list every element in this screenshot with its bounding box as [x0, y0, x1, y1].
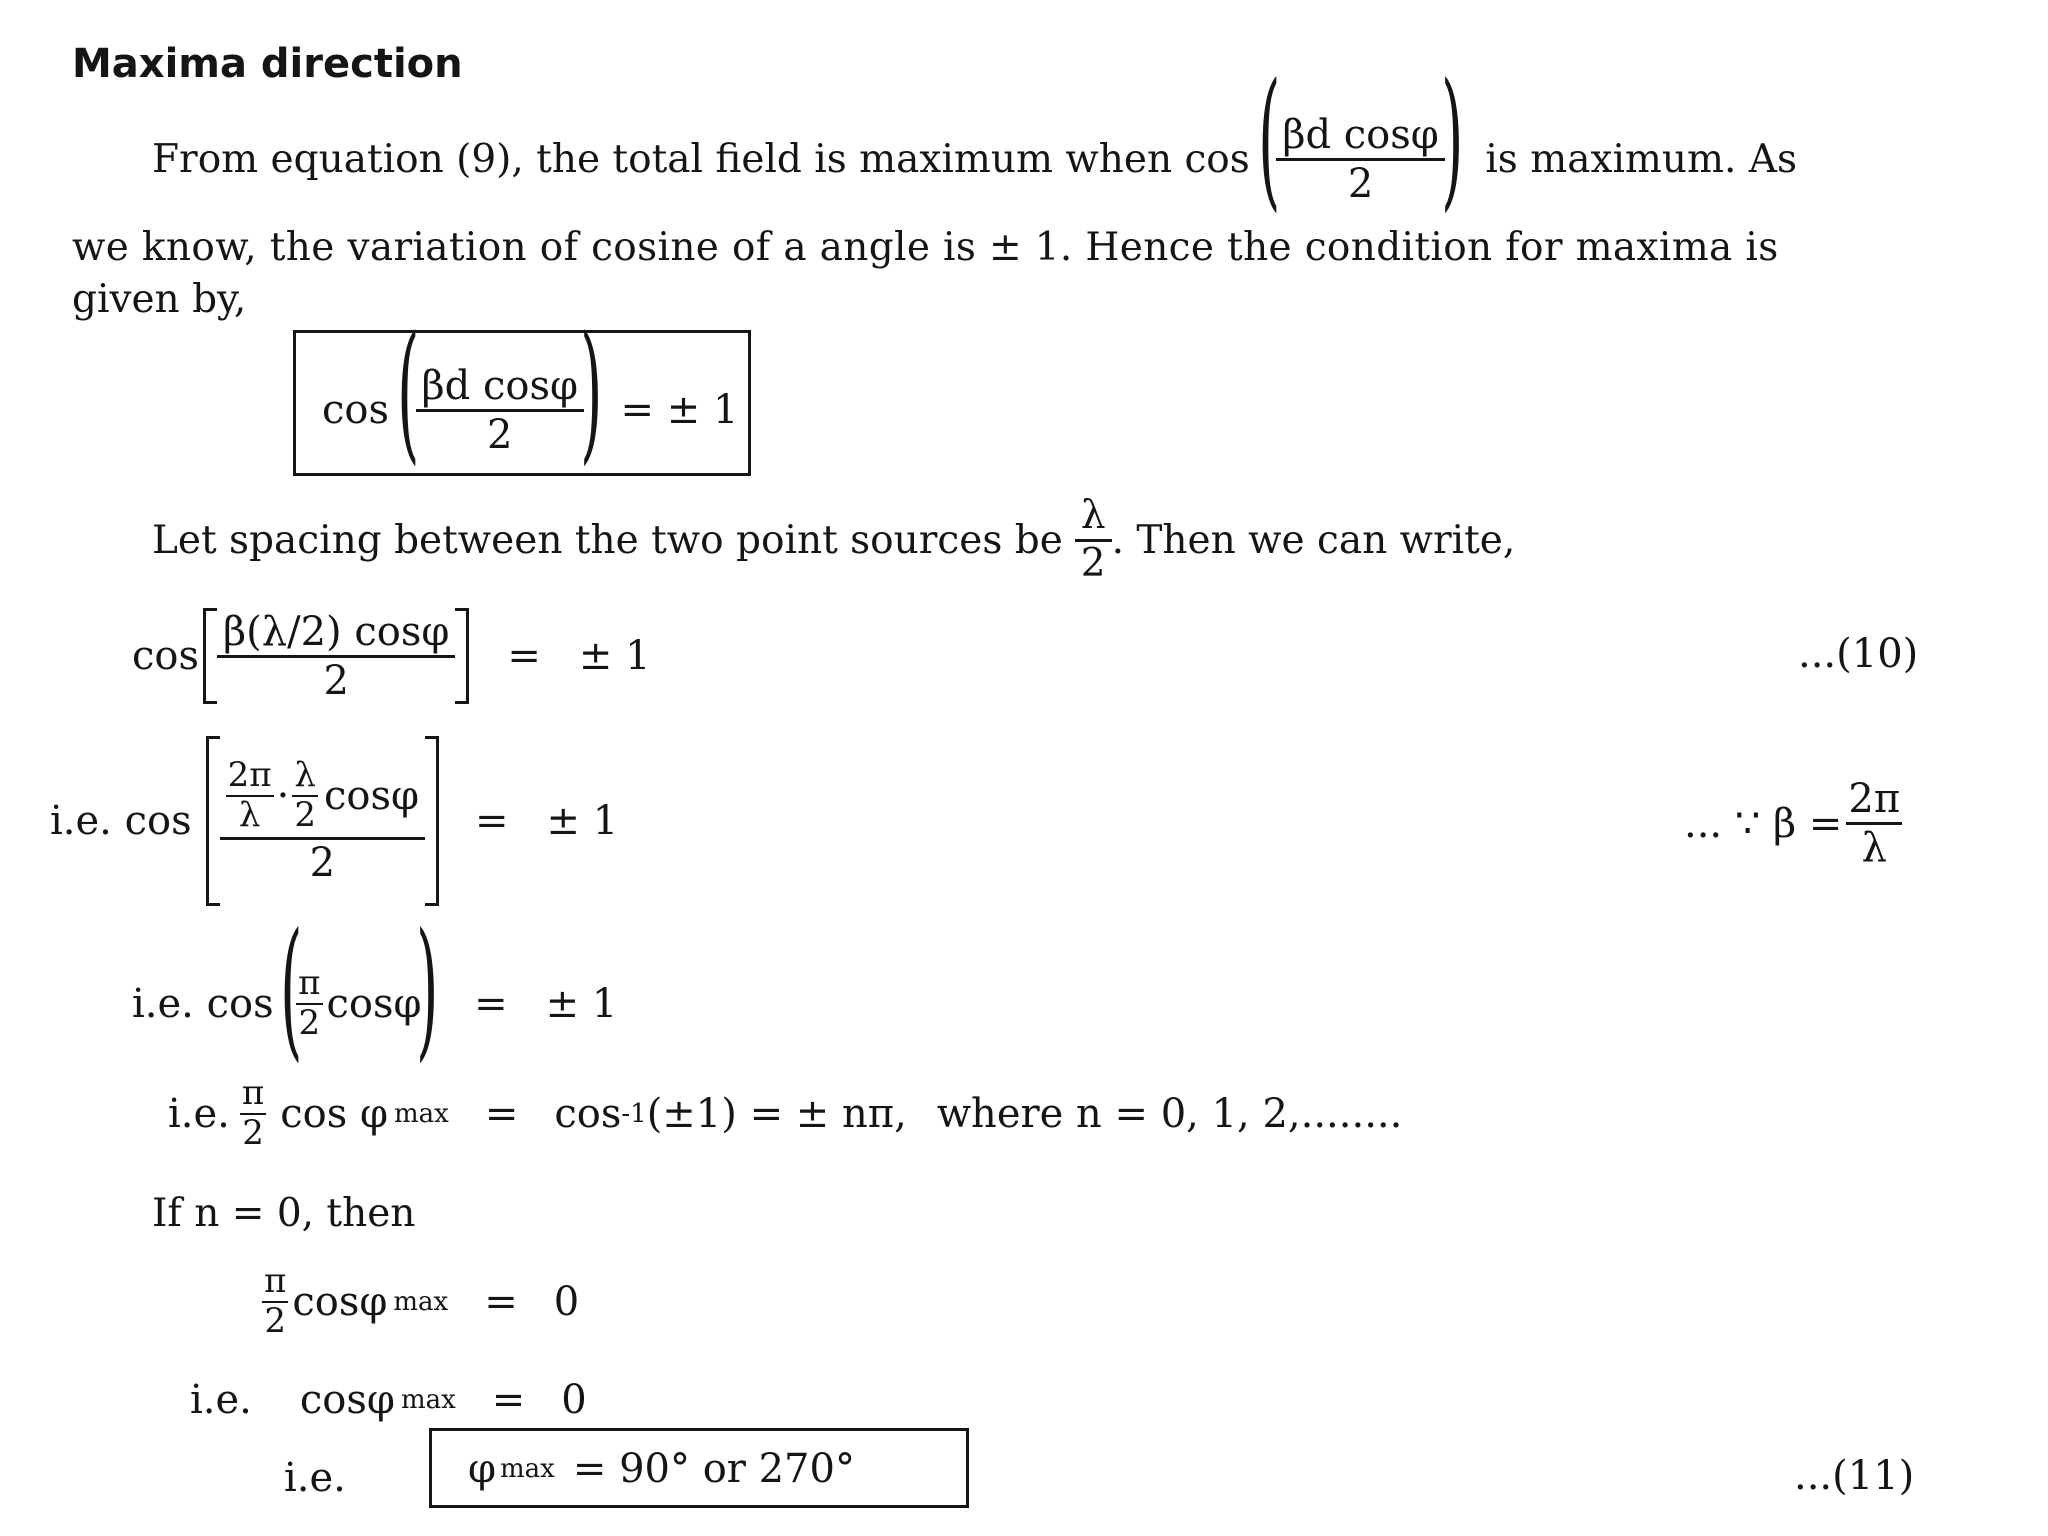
- boxed-condition: [293, 305, 751, 479]
- max-subscript: max: [394, 1098, 449, 1129]
- result-rhs: = 90° or 270°: [572, 1446, 855, 1492]
- equation-11-tag: ...(11): [1794, 1453, 1915, 1499]
- cos-label: cos: [132, 633, 200, 679]
- paragraph-given-by: given by,: [72, 277, 247, 322]
- pi-over-two: $\frac{\pi}{2}$: [264, 1261, 287, 1341]
- fraction-denominator: 2: [487, 411, 513, 458]
- max-subscript: max: [400, 1385, 456, 1415]
- left-bracket: [203, 608, 217, 704]
- phi-symbol: φ: [468, 1446, 497, 1492]
- equation-cos-zero: [190, 1377, 587, 1423]
- note-fraction: [1846, 778, 1902, 869]
- cos-label: cos: [322, 387, 390, 433]
- dot-operator: ·: [276, 772, 290, 819]
- cos-phi: cosφ: [299, 1377, 395, 1423]
- intro-fraction: [1276, 111, 1444, 207]
- prefix-text: i.e.: [190, 1377, 252, 1423]
- equals-sign: =: [475, 798, 509, 844]
- left-paren: (: [397, 305, 420, 479]
- lambda-over-two: $\frac{\lambda}{2}$: [294, 754, 316, 835]
- left-paren: (: [279, 902, 303, 1076]
- intro-text-end: is maximum. As: [1485, 136, 1797, 182]
- fraction-denominator: λ: [1861, 825, 1887, 871]
- condition-fraction: [416, 362, 584, 458]
- equation-rhs: ± 1: [578, 633, 651, 679]
- pi-over-two: $\frac{\pi}{2}$: [241, 1073, 265, 1153]
- fraction-denominator: 2: [1347, 160, 1374, 207]
- eq10-fraction: [217, 608, 455, 704]
- paragraph-spacing: [152, 493, 1516, 586]
- fraction-numerator: βd cosφ: [1276, 114, 1444, 161]
- equals-sign: =: [507, 633, 541, 679]
- right-bracket: [455, 608, 469, 704]
- condition-rhs: = ± 1: [620, 387, 739, 433]
- equation-phi-max: [168, 1073, 1403, 1153]
- lambda-half-fraction: [1075, 493, 1112, 586]
- inverse-superscript: -1: [621, 1098, 647, 1129]
- prefix-text: i.e.: [168, 1090, 230, 1137]
- equation-10-tag: ...(10): [1798, 631, 1919, 677]
- cos-phi: cosφ: [323, 772, 419, 819]
- intro-text: From equation (9), the total field is maximum when cos: [152, 136, 1250, 182]
- pi-over-two: $\frac{\pi}{2}$: [298, 963, 321, 1043]
- beta-definition-note: [1684, 778, 1902, 869]
- compound-fraction: [220, 754, 425, 887]
- equation-rhs: 0: [553, 1278, 580, 1325]
- equation-beta-substitution: [50, 736, 618, 906]
- right-paren: ): [1440, 52, 1464, 226]
- final-prefix: i.e.: [284, 1455, 346, 1501]
- equation-rhs: (±1) = ± nπ,: [646, 1090, 907, 1137]
- equation-rhs: 0: [561, 1377, 587, 1423]
- spacing-text: Let spacing between the two point sources be: [152, 517, 1063, 563]
- left-paren: (: [1257, 52, 1281, 226]
- right-paren: ): [580, 305, 603, 479]
- spacing-text-end: . Then we can write,: [1111, 517, 1516, 563]
- fraction-numerator: β(λ/2) cosφ: [217, 611, 455, 658]
- right-paren: ): [415, 902, 438, 1076]
- prefix-text: i.e. cos: [50, 798, 192, 844]
- left-bracket: [206, 736, 220, 906]
- fraction-numerator: 2π: [1846, 778, 1902, 825]
- fraction-denominator: 2: [309, 840, 336, 887]
- equation-pi-half: [132, 902, 618, 1076]
- equation-n-zero: [262, 1261, 580, 1341]
- max-subscript: max: [500, 1454, 555, 1484]
- boxed-result: [429, 1428, 969, 1508]
- cos-phi: cosφ: [326, 981, 422, 1027]
- paragraph-variation: we know, the variation of cosine of a angle is ± 1. Hence the condition for maxima is: [72, 225, 1779, 270]
- right-bracket: [425, 736, 439, 906]
- where-clause: where n = 0, 1, 2,........: [936, 1090, 1403, 1137]
- inverse-cos: cos: [554, 1090, 622, 1137]
- equals-sign: =: [474, 981, 508, 1027]
- note-text: ... ∵ β =: [1684, 800, 1843, 847]
- equals-sign: =: [491, 1377, 526, 1423]
- equation-rhs: ± 1: [546, 798, 619, 844]
- equation-10: [132, 608, 651, 704]
- equation-rhs: ± 1: [545, 981, 618, 1027]
- prefix-text: i.e. cos: [132, 981, 274, 1027]
- fraction-denominator: 2: [323, 657, 349, 704]
- if-n-zero-text: If n = 0, then: [152, 1191, 416, 1236]
- two-pi-over-lambda: $\frac{2\pi}{\lambda}$: [227, 754, 272, 835]
- fraction-numerator: λ: [1075, 496, 1112, 542]
- cos-phi: cosφ: [292, 1278, 388, 1325]
- equals-sign: =: [484, 1278, 518, 1325]
- equals-sign: =: [484, 1090, 519, 1137]
- cos-phi: cos φ: [280, 1090, 388, 1137]
- fraction-numerator: βd cosφ: [416, 365, 584, 412]
- section-heading: Maxima direction: [72, 41, 463, 87]
- max-subscript: max: [393, 1286, 449, 1317]
- fraction-denominator: 2: [1080, 540, 1106, 586]
